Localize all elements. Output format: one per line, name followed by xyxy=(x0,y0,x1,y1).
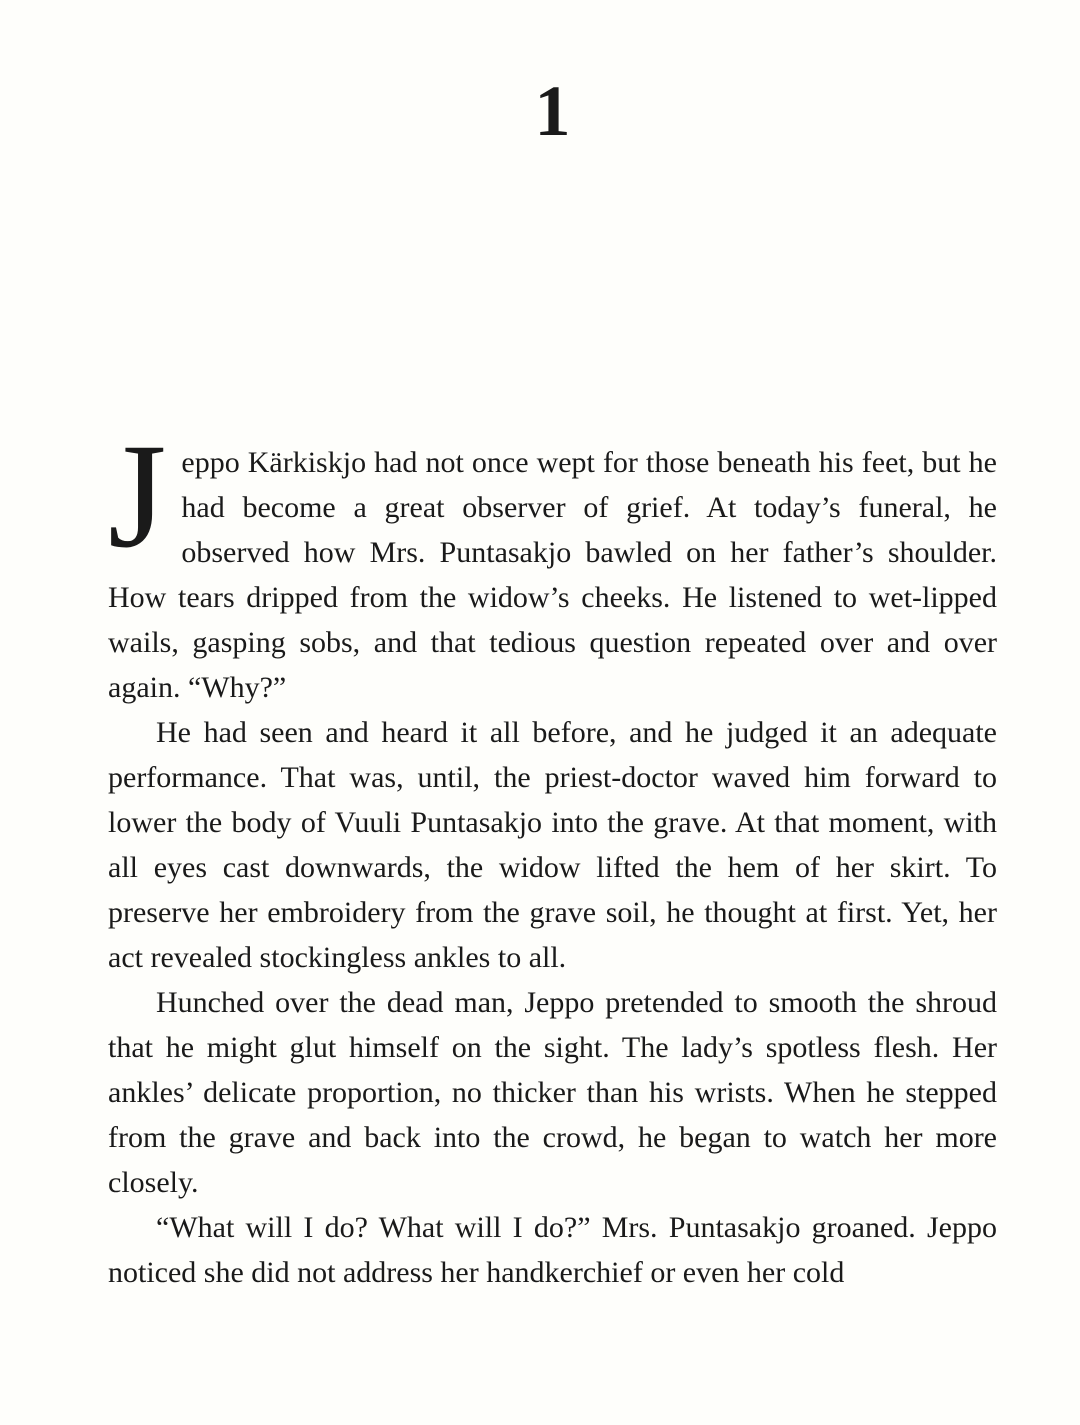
book-page-screenshot xyxy=(0,71,1080,1425)
paragraph-4: “What will I do? What will I do?” Mrs. Puntasakjo groaned. Jeppo noticed she did not address her handkerchief or even her cold xyxy=(108,1211,997,1289)
paragraph-2: He had seen and heard it all before, and he judged it an adequate performance. That was, until, the priest-doctor waved him forward to lower the body of Vuuli Puntasakjo into the grave. At that moment, with all eyes cast downwards, the widow lifted the hem of her skirt. To preserve her embroidery from the grave soil, he thought at first. Yet, her act revealed stockingless ankles to all. xyxy=(108,716,997,974)
drop-cap-letter: J xyxy=(108,413,167,579)
paragraph-1-text: eppo Kärkiskjo had not once wept for those beneath his feet, but he had become a great observer of grief. At today’s funeral, he observed how Mrs. Puntasakjo bawled on her father’s shoulder. How tears dripped from the widow’s cheeks. He listened to wet-lipped wails, gasping sobs, and that tedious question repeated over and over again. “Why?” xyxy=(108,446,997,704)
chapter-number: 1 xyxy=(534,71,571,151)
page-container xyxy=(0,71,1080,1425)
chapter-body xyxy=(108,413,997,1295)
paragraph-3: Hunched over the dead man, Jeppo pretended to smooth the shroud that he might glut himself on the sight. The lady’s spotless flesh. Her ankles’ delicate proportion, no thicker than his wrists. When he stepped from the grave and back into the crowd, he began to watch her more closely. xyxy=(108,986,997,1199)
paragraph-1 xyxy=(108,413,997,710)
